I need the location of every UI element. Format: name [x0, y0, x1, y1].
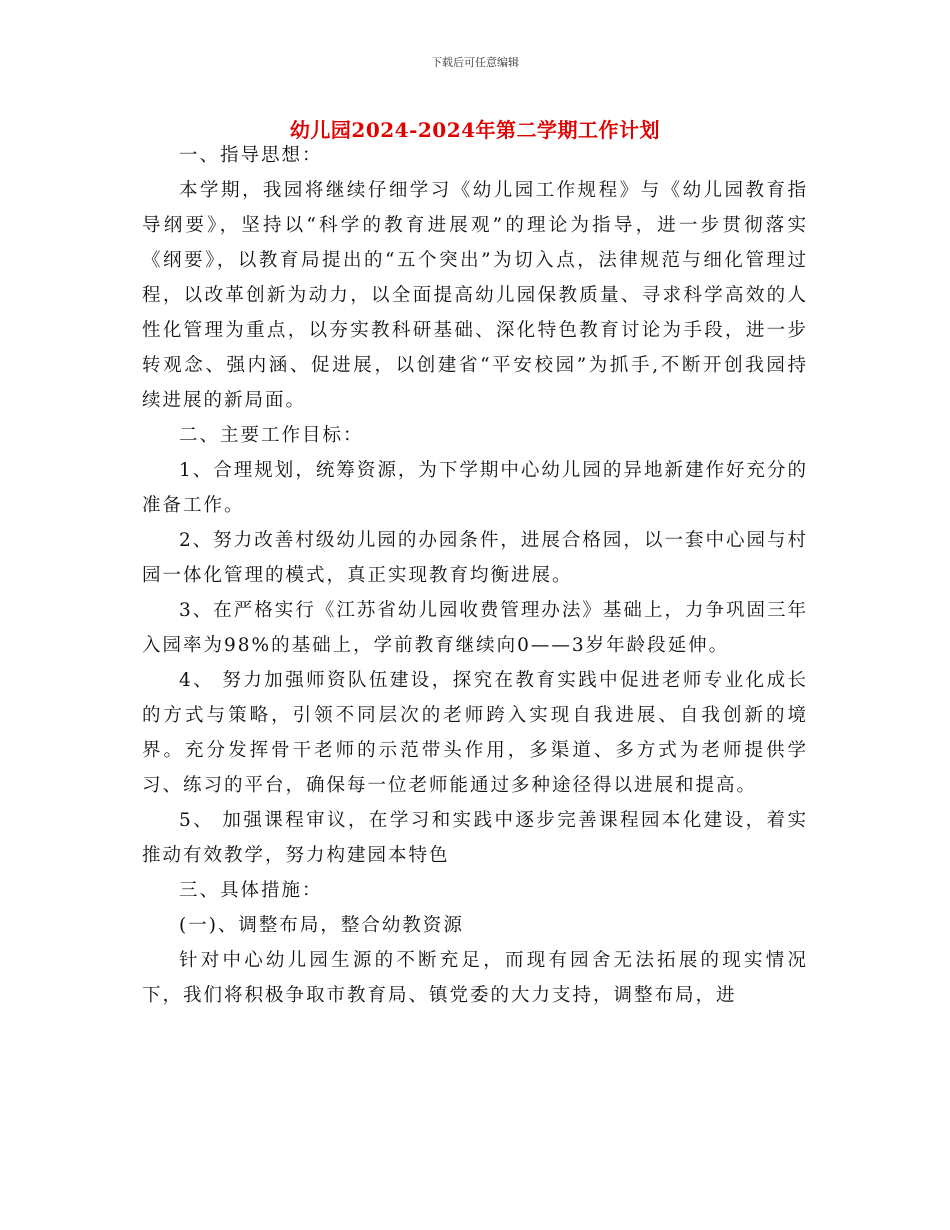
section-heading-2: 二、主要工作目标： [179, 425, 364, 446]
subsection-heading-1: (一)、调整布局，整合幼教资源 [179, 915, 464, 936]
document-title: 幼儿园2024-2024年第二学期工作计划 [289, 118, 661, 142]
goal-item-5: 5、 加强课程审议，在学习和实践中逐步完善课程园本化建设，着实推动有效教学，努力构建园本特色 [142, 810, 808, 866]
paragraph-guiding-thought: 本学期，我园将继续仔细学习《幼儿园工作规程》与《幼儿园教育指导纲要》，坚持以“科学的教育进展观”的理论为指导，进一步贯彻落实《纲要》，以教育局提出的“五个突出”为切入点，法律规范与细化管理过程，以改革创新为动力，以全面提高幼儿园保教质量、寻求科学高效的人性化管理为重点，以夯实教科研基础、深化特色教育讨论为手段，进一步转观念、强内涵、促进展，以创建省“平安校园”为抓手,不断开创我园持续进展的新局面。 [142, 180, 808, 411]
goal-item-4: 4、 努力加强师资队伍建设，探究在教育实践中促进老师专业化成长的方式与策略，引领不同层次的老师跨入实现自我进展、自我创新的境界。充分发挥骨干老师的示范带头作用，多渠道、多方式为老师提供学习、练习的平台，确保每一位老师能通过多种途径得以进展和提高。 [142, 670, 808, 796]
goal-item-2: 2、努力改善村级幼儿园的办园条件，进展合格园，以一套中心园与村园一体化管理的模式，真正实现教育均衡进展。 [142, 530, 808, 586]
goal-item-1: 1、合理规划，统筹资源，为下学期中心幼儿园的异地新建作好充分的准备工作。 [142, 460, 808, 516]
header-note: 下载后可任意编辑 [431, 56, 519, 69]
section-heading-1: 一、指导思想： [179, 145, 323, 166]
paragraph-layout-adjustment: 针对中心幼儿园生源的不断充足，而现有园舍无法拓展的现实情况下，我们将积极争取市教育局、镇党委的大力支持，调整布局，进 [142, 950, 808, 1006]
document-body [142, 138, 808, 1013]
goal-item-3: 3、在严格实行《江苏省幼儿园收费管理办法》基础上，力争巩固三年入园率为98%的基础上，学前教育继续向0——3岁年龄段延伸。 [142, 600, 808, 656]
section-heading-3: 三、具体措施： [179, 880, 323, 901]
